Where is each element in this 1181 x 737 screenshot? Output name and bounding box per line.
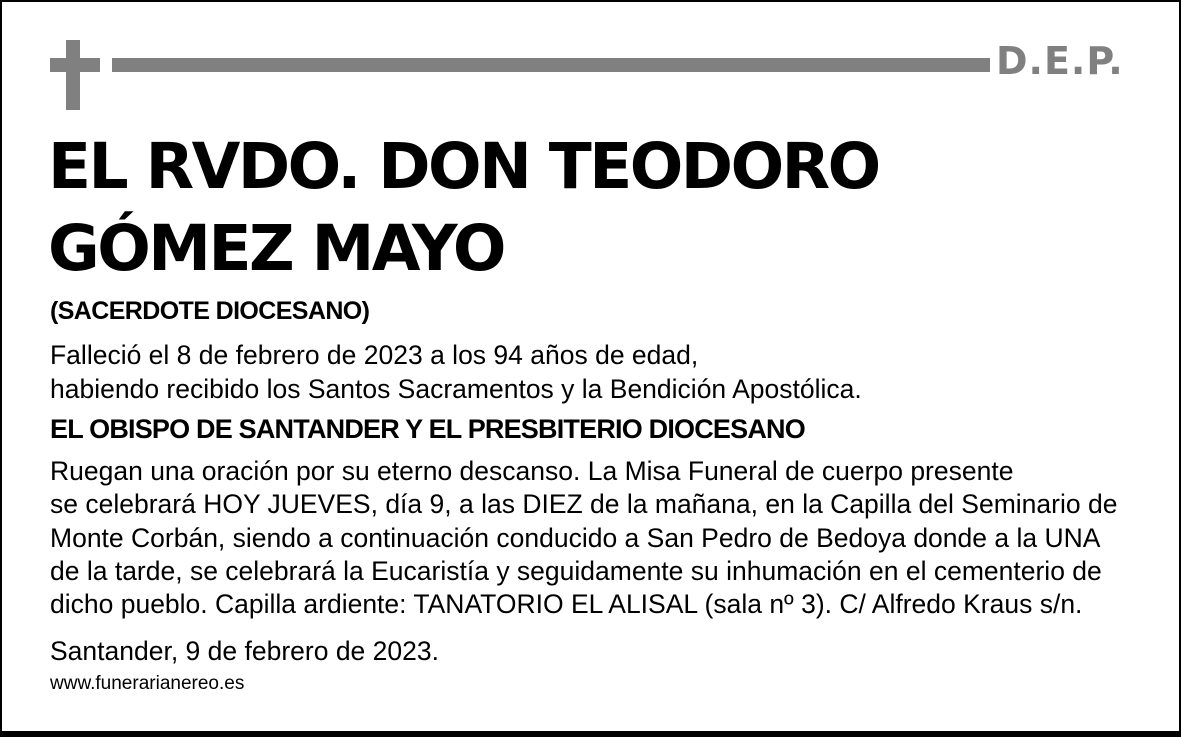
service-line: Ruegan una oración por su eterno descanso. La Misa Funeral de cuerpo presente (50, 456, 1014, 486)
mourners-heading: EL OBISPO DE SANTANDER Y EL PRESBITERIO DIOCESANO (50, 414, 805, 444)
service-line: se celebrará HOY JUEVES, día 9, a las DIEZ de la mañana, en la Capilla del Seminario de (50, 489, 1118, 520)
service-details (50, 454, 1117, 620)
death-notice (50, 338, 862, 406)
cross-icon-horizontal-bar (50, 58, 100, 72)
death-notice-line: habiendo recibido los Santos Sacramentos y la Bendición Apostólica. (50, 374, 862, 404)
deceased-name-line-2: GÓMEZ MAYO (48, 212, 504, 285)
cross-icon-vertical-bar (66, 40, 80, 110)
website-text: www.funerarianereo.es (50, 673, 245, 694)
deceased-role: (SACERDOTE DIOCESANO) (50, 297, 370, 325)
closing-place-date: Santander, 9 de febrero de 2023. (50, 636, 439, 666)
deceased-name (48, 126, 1148, 290)
header-rule (112, 58, 990, 72)
service-line: dicho pueblo. Capilla ardiente: TANATORIO EL ALISAL (sala nº 3). C/ Alfredo Kraus s/n. (50, 589, 1083, 620)
service-line: de la tarde, se celebrará la Eucaristía y seguidamente su inhumación en el cementerio de (50, 555, 1102, 586)
deceased-name-line-1: EL RVDO. DON TEODORO (48, 130, 879, 203)
death-notice-line: Falleció el 8 de febrero de 2023 a los 94 años de edad, (50, 340, 699, 370)
dep-badge: D.E.P. (996, 39, 1124, 83)
service-line: Monte Corbán, siendo a continuación conducido a San Pedro de Bedoya donde a la UNA (50, 522, 1101, 553)
